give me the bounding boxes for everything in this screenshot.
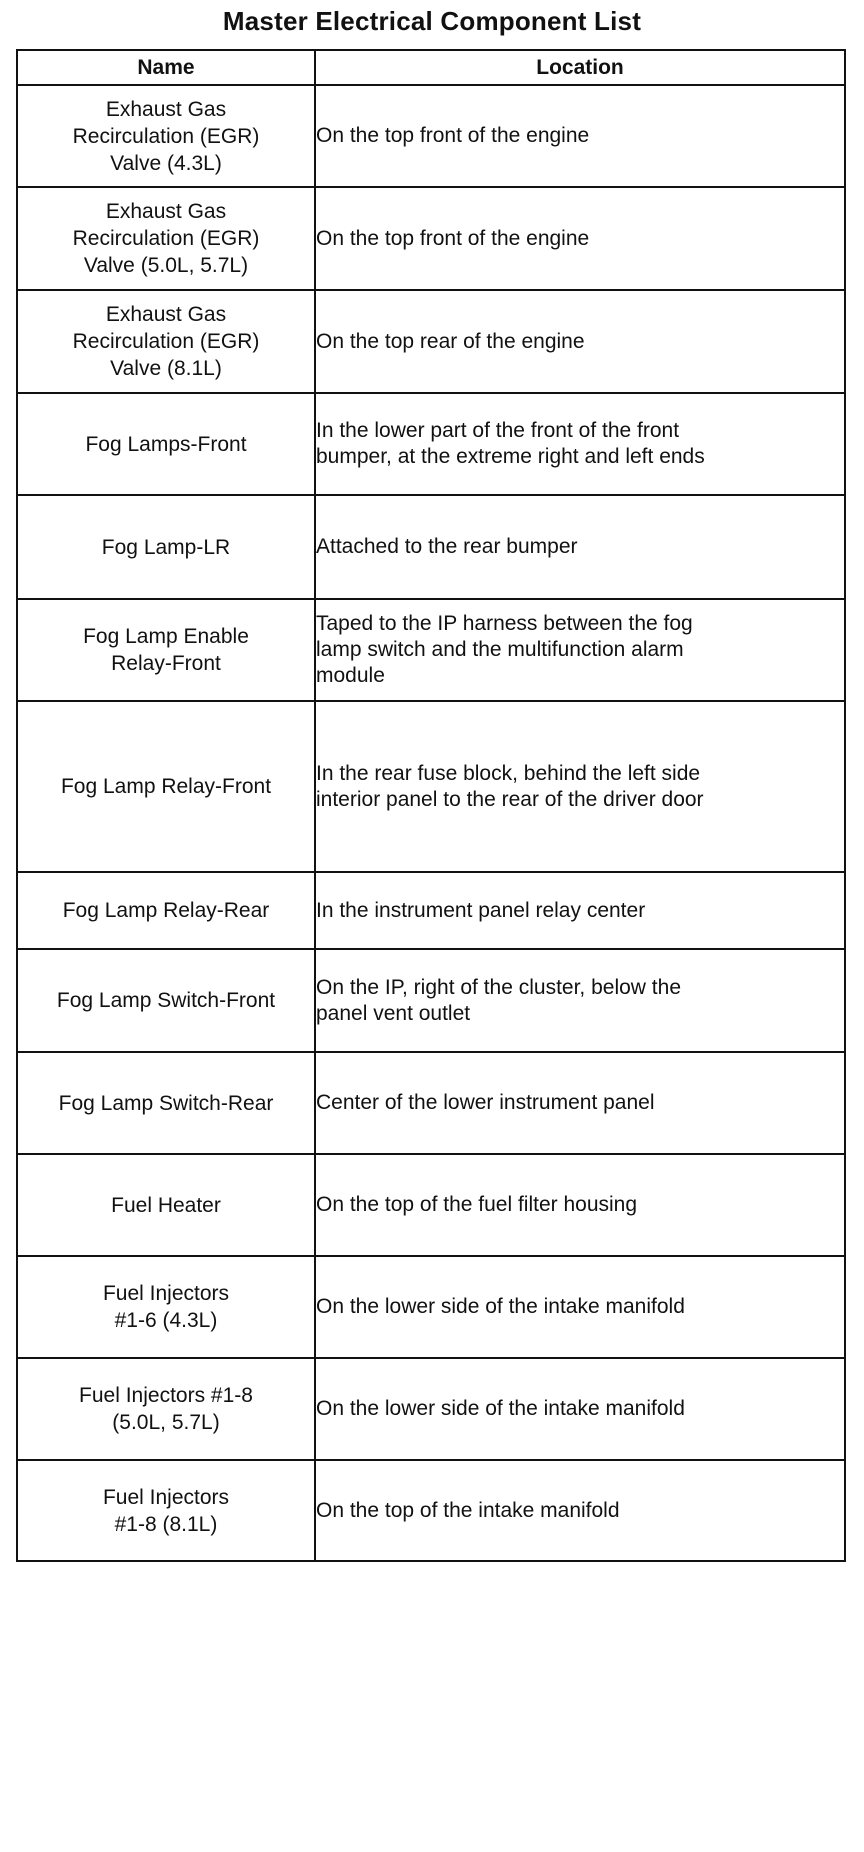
component-location: In the lower part of the front of the front bumper, at the extreme right and left ends <box>315 393 845 495</box>
table-row <box>17 1460 845 1561</box>
component-location: On the top of the intake manifold <box>315 1460 845 1561</box>
component-location: On the IP, right of the cluster, below the panel vent outlet <box>315 949 845 1052</box>
component-name: Fuel Injectors #1-8 (8.1L) <box>17 1460 315 1561</box>
table-row <box>17 187 845 290</box>
component-location: In the rear fuse block, behind the left side interior panel to the rear of the driver door <box>315 701 845 872</box>
component-name: Fog Lamp Switch-Rear <box>17 1052 315 1154</box>
column-header-name: Name <box>17 50 315 85</box>
component-name: Fog Lamp Relay-Rear <box>17 872 315 949</box>
header-row <box>17 50 845 85</box>
table-row <box>17 290 845 393</box>
component-location: Taped to the IP harness between the fog lamp switch and the multifunction alarm module <box>315 599 845 701</box>
component-name: Fog Lamp Enable Relay-Front <box>17 599 315 701</box>
component-location: On the lower side of the intake manifold <box>315 1358 845 1460</box>
component-location: Attached to the rear bumper <box>315 495 845 599</box>
component-location: On the top rear of the engine <box>315 290 845 393</box>
component-name: Fog Lamp Relay-Front <box>17 701 315 872</box>
table-row <box>17 872 845 949</box>
component-name: Fog Lamp Switch-Front <box>17 949 315 1052</box>
table-row <box>17 85 845 187</box>
component-name: Fuel Injectors #1-8 (5.0L, 5.7L) <box>17 1358 315 1460</box>
component-name: Fuel Injectors #1-6 (4.3L) <box>17 1256 315 1358</box>
component-location: On the top front of the engine <box>315 85 845 187</box>
table-row <box>17 701 845 872</box>
table-row <box>17 599 845 701</box>
table-row <box>17 393 845 495</box>
component-name: Exhaust Gas Recirculation (EGR) Valve (8.1L) <box>17 290 315 393</box>
component-name: Exhaust Gas Recirculation (EGR) Valve (5.0L, 5.7L) <box>17 187 315 290</box>
component-table <box>16 49 846 1562</box>
table-row <box>17 1358 845 1460</box>
component-name: Fog Lamps-Front <box>17 393 315 495</box>
component-location: Center of the lower instrument panel <box>315 1052 845 1154</box>
component-name: Fuel Heater <box>17 1154 315 1256</box>
page-title: Master Electrical Component List <box>222 6 642 36</box>
component-name: Exhaust Gas Recirculation (EGR) Valve (4.3L) <box>17 85 315 187</box>
table-row <box>17 1052 845 1154</box>
table-row <box>17 1154 845 1256</box>
component-location: On the top front of the engine <box>315 187 845 290</box>
column-header-location: Location <box>315 50 845 85</box>
table-row <box>17 949 845 1052</box>
table-row <box>17 495 845 599</box>
component-name: Fog Lamp-LR <box>17 495 315 599</box>
table-row <box>17 1256 845 1358</box>
component-location: On the top of the fuel filter housing <box>315 1154 845 1256</box>
component-location: On the lower side of the intake manifold <box>315 1256 845 1358</box>
component-location: In the instrument panel relay center <box>315 872 845 949</box>
